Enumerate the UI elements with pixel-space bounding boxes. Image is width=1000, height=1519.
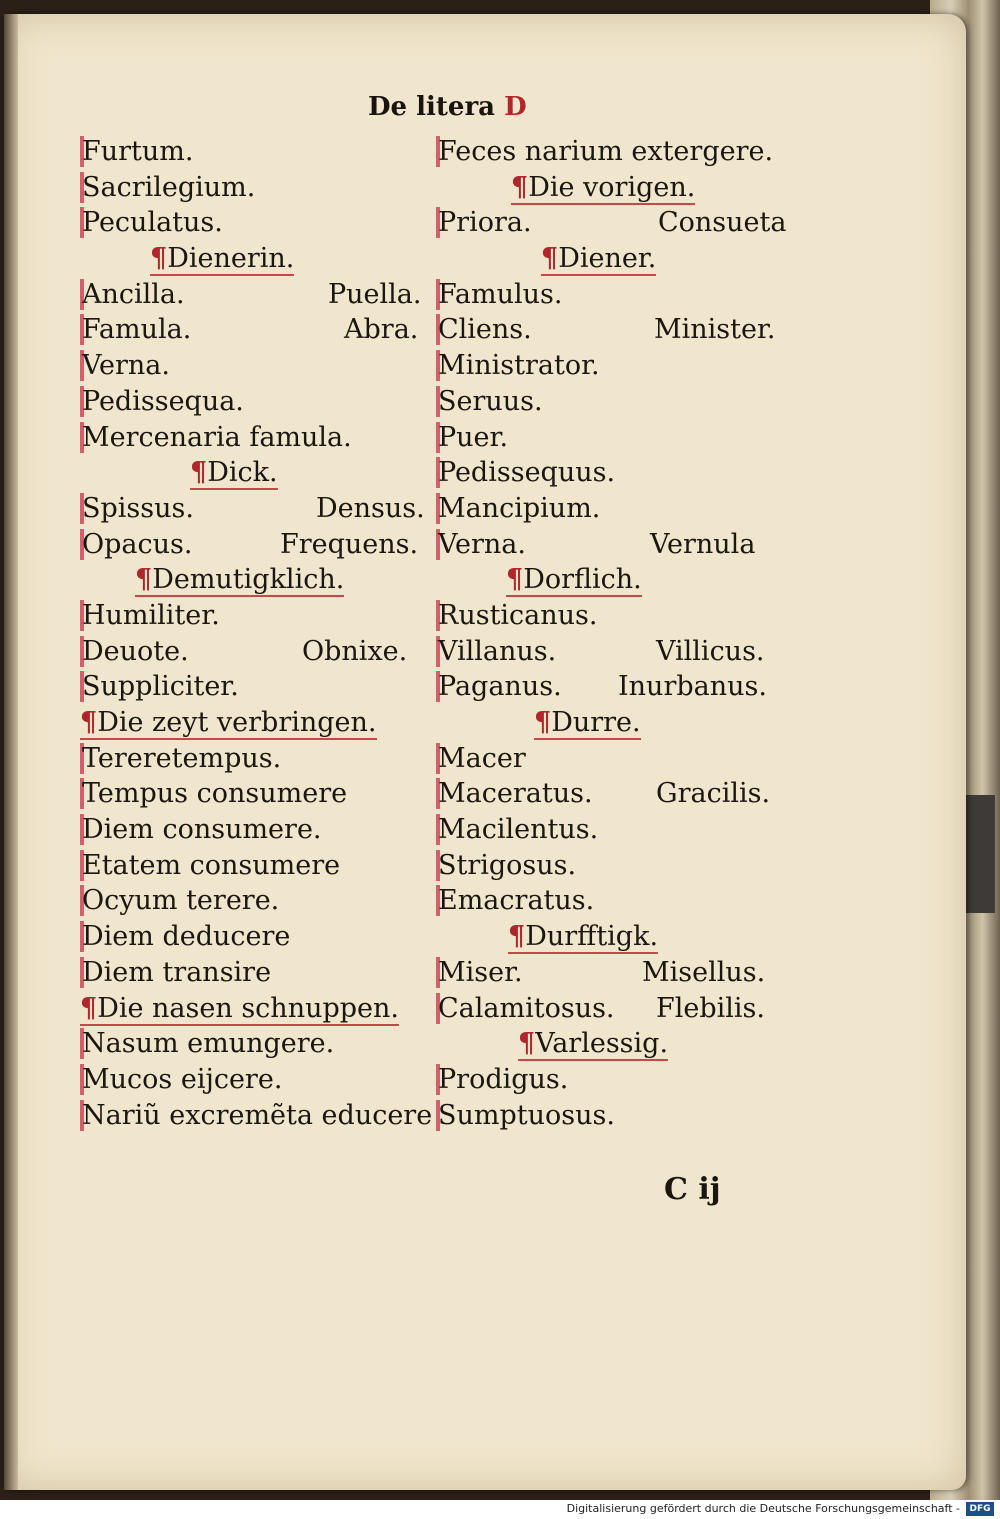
entry-line — [436, 812, 796, 848]
entry-line — [80, 634, 430, 670]
rubric-text: Durfftigk. — [525, 921, 659, 953]
entry-line — [80, 134, 430, 170]
rubric-heading — [80, 241, 430, 277]
entry-line — [80, 420, 430, 456]
rubric-underline — [190, 458, 278, 490]
entry-word: Nasum emungere. — [82, 1028, 335, 1060]
page-gutter — [4, 14, 18, 1490]
entry-word: Seruus. — [438, 385, 543, 417]
header-text: De litera — [368, 92, 495, 122]
entry-line — [436, 598, 796, 634]
entry-word: Opacus. — [82, 528, 193, 560]
entry-synonym: Flebilis. — [656, 992, 765, 1024]
entry-word: Sumptuosus. — [438, 1099, 615, 1131]
pilcrow-icon: ¶ — [508, 921, 526, 953]
entry-word: Verna. — [82, 350, 170, 382]
entry-word: Verna. — [438, 528, 526, 560]
rubric-heading — [80, 455, 430, 491]
rubric-heading — [80, 562, 430, 598]
entry-word: Diem transire — [82, 956, 272, 988]
entry-line — [80, 848, 430, 884]
right-column — [436, 134, 796, 1133]
rubric-text: Die zeyt verbringen. — [97, 707, 377, 738]
rubric-heading — [80, 991, 430, 1027]
entry-word: Puer. — [438, 421, 509, 453]
entry-line — [436, 883, 796, 919]
entry-word: Humiliter. — [82, 599, 220, 631]
rubric-heading — [80, 705, 430, 741]
rubric-text: Die nasen schnuppen. — [97, 992, 399, 1024]
pilcrow-icon: ¶ — [541, 243, 559, 275]
entry-line — [80, 527, 430, 563]
rubric-underline — [518, 1029, 668, 1061]
entry-line — [436, 348, 796, 384]
entry-line — [80, 919, 430, 955]
entry-line — [436, 455, 796, 491]
entry-line — [80, 741, 430, 777]
entry-line — [80, 1062, 430, 1098]
entry-line — [436, 741, 796, 777]
entry-line — [80, 955, 430, 991]
entry-word: Peculatus. — [82, 207, 223, 239]
rubric-heading — [436, 705, 796, 741]
entry-word: Ancilla. — [82, 278, 185, 310]
entry-synonym: Frequens. — [280, 528, 419, 560]
rubric-text: Dorflich. — [523, 564, 642, 596]
entry-word: Mancipium. — [438, 492, 601, 524]
entry-word: Famula. — [82, 314, 192, 346]
rubric-heading — [436, 241, 796, 277]
left-column — [80, 134, 433, 1133]
entry-word: Spissus. — [82, 492, 194, 524]
pilcrow-icon: ¶ — [534, 707, 552, 738]
entry-word: Rusticanus. — [438, 599, 598, 631]
entry-line — [436, 1098, 796, 1134]
entry-word: Deuote. — [82, 635, 189, 667]
entry-line — [436, 384, 796, 420]
entry-word: Diem consumere. — [82, 814, 322, 846]
dfg-logo: DFG — [966, 1502, 994, 1516]
pilcrow-icon: ¶ — [80, 992, 98, 1024]
footer-credit: Digitalisierung gefördert durch die Deutsche Forschungsgemeinschaft - — [566, 1502, 960, 1515]
rubric-text: Die vorigen. — [528, 171, 696, 203]
entry-word: Famulus. — [438, 278, 563, 310]
entry-line — [80, 277, 430, 313]
entry-line — [436, 205, 796, 241]
pilcrow-icon: ¶ — [80, 707, 98, 738]
entry-line — [80, 205, 430, 241]
rubric-heading — [436, 919, 796, 955]
pilcrow-icon: ¶ — [511, 171, 529, 203]
entry-word: Ministrator. — [438, 350, 600, 382]
entry-word: Prodigus. — [438, 1063, 569, 1095]
rubric-underline — [534, 708, 641, 740]
entry-line — [436, 669, 796, 705]
entry-word: Paganus. — [438, 671, 562, 703]
entry-line — [80, 598, 430, 634]
rubric-underline — [150, 244, 294, 276]
entry-line — [436, 848, 796, 884]
entry-word: Nariũ excremẽta educere — [82, 1099, 433, 1131]
entry-line — [80, 669, 430, 705]
entry-synonym: Densus. — [316, 492, 425, 524]
rubric-text: Varlessig. — [535, 1028, 669, 1060]
pilcrow-icon: ¶ — [150, 243, 168, 275]
rubric-heading — [436, 562, 796, 598]
entry-line — [80, 384, 430, 420]
entry-line — [436, 527, 796, 563]
entry-line — [436, 134, 796, 170]
entry-word: Macilentus. — [438, 814, 599, 846]
entry-line — [80, 491, 430, 527]
entry-synonym: Obnixe. — [302, 635, 408, 667]
entry-synonym: Gracilis. — [656, 778, 771, 810]
entry-line — [80, 1026, 430, 1062]
entry-word: Ocyum terere. — [82, 885, 280, 917]
entry-line — [436, 634, 796, 670]
entry-line — [80, 812, 430, 848]
entry-word: Priora. — [438, 207, 532, 239]
entry-word: Feces narium extergere. — [438, 136, 774, 167]
entry-word: Etatem consumere — [82, 849, 341, 881]
entry-synonym: Misellus. — [642, 956, 766, 988]
rubric-underline — [135, 565, 344, 597]
rubric-text: Durre. — [551, 707, 641, 738]
rubric-underline — [511, 173, 695, 205]
entry-line — [436, 991, 796, 1027]
pilcrow-icon: ¶ — [190, 457, 208, 489]
entry-word: Diem deducere — [82, 921, 291, 953]
entry-word: Tereretempus. — [82, 742, 282, 774]
entry-word: Macer — [438, 742, 526, 774]
rubric-text: Dick. — [207, 457, 278, 489]
entry-synonym: Villicus. — [656, 635, 765, 667]
entry-line — [80, 776, 430, 812]
entry-synonym: Abra. — [344, 314, 419, 346]
rubric-text: Dienerin. — [167, 243, 295, 275]
entry-word: Cliens. — [438, 314, 532, 346]
entry-synonym: Consueta — [658, 207, 787, 239]
pilcrow-icon: ¶ — [135, 564, 153, 596]
entry-synonym: Inurbanus. — [618, 671, 767, 703]
entry-word: Calamitosus. — [438, 992, 615, 1024]
entry-synonym: Puella. — [328, 278, 422, 310]
footer-bar — [0, 1500, 1000, 1519]
pilcrow-icon: ¶ — [506, 564, 524, 596]
signature-mark: C ij — [664, 1172, 721, 1207]
entry-word: Furtum. — [82, 136, 194, 167]
entry-word: Tempus consumere — [82, 778, 348, 810]
entry-word: Suppliciter. — [82, 671, 239, 703]
entry-synonym: Minister. — [654, 314, 776, 346]
entry-word: Strigosus. — [438, 849, 577, 881]
entry-word: Maceratus. — [438, 778, 593, 810]
entry-word: Emacratus. — [438, 885, 595, 917]
rubric-underline — [80, 708, 377, 740]
entry-line — [436, 955, 796, 991]
rubric-underline — [541, 244, 656, 276]
pilcrow-icon: ¶ — [518, 1028, 536, 1060]
rubric-heading — [436, 170, 796, 206]
entry-line — [436, 491, 796, 527]
entry-word: Villanus. — [438, 635, 557, 667]
rubric-underline — [508, 922, 658, 954]
entry-word: Pedissequus. — [438, 457, 616, 489]
rubric-underline — [80, 994, 399, 1026]
rubric-text: Demutigklich. — [152, 564, 345, 596]
entry-line — [80, 883, 430, 919]
entry-word: Mercenaria famula. — [82, 421, 352, 453]
entry-line — [80, 1098, 433, 1134]
page-header — [368, 92, 527, 122]
entry-word: Pedissequa. — [82, 385, 244, 417]
rubric-text: Diener. — [558, 243, 657, 275]
entry-line — [436, 277, 796, 313]
rubric-underline — [506, 565, 642, 597]
entry-word: Sacrilegium. — [82, 171, 256, 203]
entry-line — [436, 420, 796, 456]
entry-word: Mucos eijcere. — [82, 1063, 283, 1095]
header-letter: D — [504, 92, 527, 122]
entry-line — [80, 170, 430, 206]
entry-line — [436, 1062, 796, 1098]
entry-line — [436, 312, 796, 348]
rubric-heading — [436, 1026, 796, 1062]
entry-word: Miser. — [438, 956, 523, 988]
entry-line — [80, 312, 430, 348]
entry-line — [436, 776, 796, 812]
entry-synonym: Vernula — [650, 528, 756, 560]
entry-line — [80, 348, 430, 384]
